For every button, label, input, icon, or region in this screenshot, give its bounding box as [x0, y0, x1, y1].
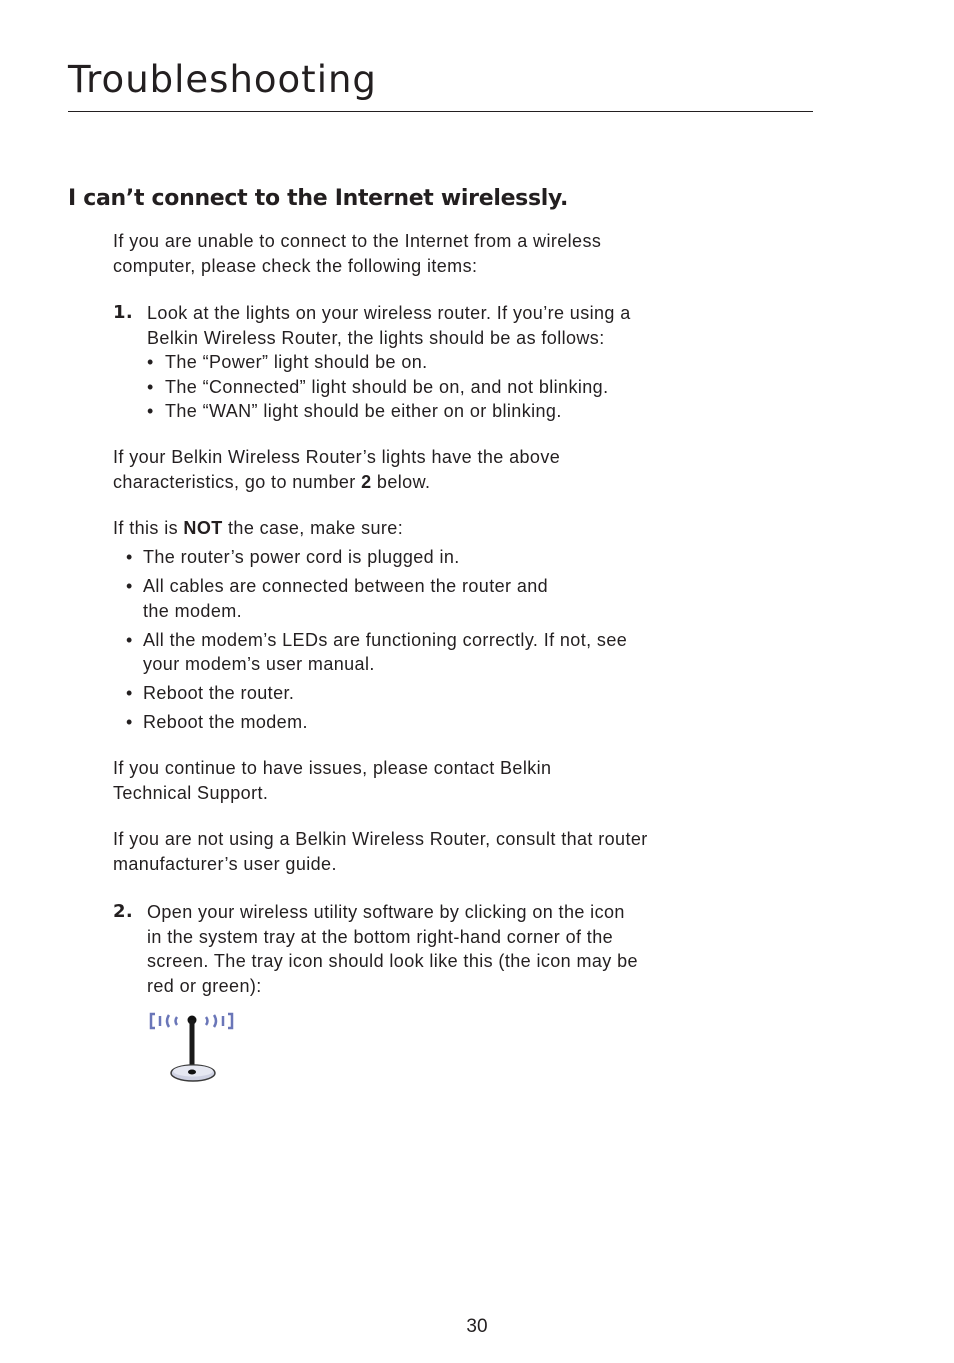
list-item: • Reboot the router. [113, 681, 793, 706]
intro-paragraph [113, 229, 793, 278]
list-item: • The router’s power cord is plugged in. [113, 545, 793, 570]
paragraph-line: If you are not using a Belkin Wireless Router, consult that router [113, 829, 648, 849]
list-item: • All cables are connected between the router and the modem. [113, 574, 793, 623]
intro-line: computer, please check the following items: [113, 255, 478, 276]
section-heading: I can’t connect to the Internet wirelessly. [68, 186, 569, 211]
step-line: Belkin Wireless Router, the lights should be as follows: [147, 327, 605, 348]
step-number: 2. [113, 901, 134, 922]
paragraph-line: manufacturer’s user guide. [113, 853, 337, 874]
step-1 [113, 301, 793, 424]
paragraph-line: characteristics, go to number 2 below. [113, 471, 431, 492]
lights-ok-paragraph [113, 445, 793, 494]
step-number: 1. [113, 302, 134, 323]
list-item: • Reboot the modem. [113, 710, 793, 735]
emphasis-not: NOT [183, 518, 223, 538]
list-item: • All the modem’s LEDs are functioning correctly. If not, see your modem’s user manual. [113, 628, 793, 677]
list-item: • The “Power” light should be on. [147, 350, 793, 375]
paragraph-line: If your Belkin Wireless Router’s lights have the above [113, 447, 561, 467]
title-divider [68, 111, 813, 112]
paragraph-line: Technical Support. [113, 782, 269, 803]
step-2 [113, 900, 793, 998]
step-line: screen. The tray icon should look like this (the icon may be [147, 951, 638, 971]
page-title: Troubleshooting [68, 58, 377, 101]
list-item: • The “Connected” light should be on, and not blinking. [147, 375, 793, 400]
intro-line: If you are unable to connect to the Internet from a wireless [113, 231, 602, 251]
step-line: Open your wireless utility software by clicking on the icon [147, 902, 625, 922]
contact-paragraph [113, 756, 793, 805]
other-router-paragraph [113, 827, 793, 876]
list-item: • The “WAN” light should be either on or blinking. [147, 399, 793, 424]
wireless-tray-icon [148, 1008, 240, 1088]
paragraph-line: If you continue to have issues, please contact Belkin [113, 758, 552, 778]
step-line: red or green): [147, 975, 262, 996]
step-line: in the system tray at the bottom right-hand corner of the [147, 926, 614, 947]
not-case-paragraph: If this is NOT the case, make sure: [113, 518, 404, 538]
page-number: 30 [466, 1316, 488, 1337]
step-line: Look at the lights on your wireless router. If you’re using a [147, 303, 631, 323]
step-reference: 2 [361, 471, 372, 492]
checklist [113, 545, 793, 739]
light-status-list [147, 350, 793, 424]
